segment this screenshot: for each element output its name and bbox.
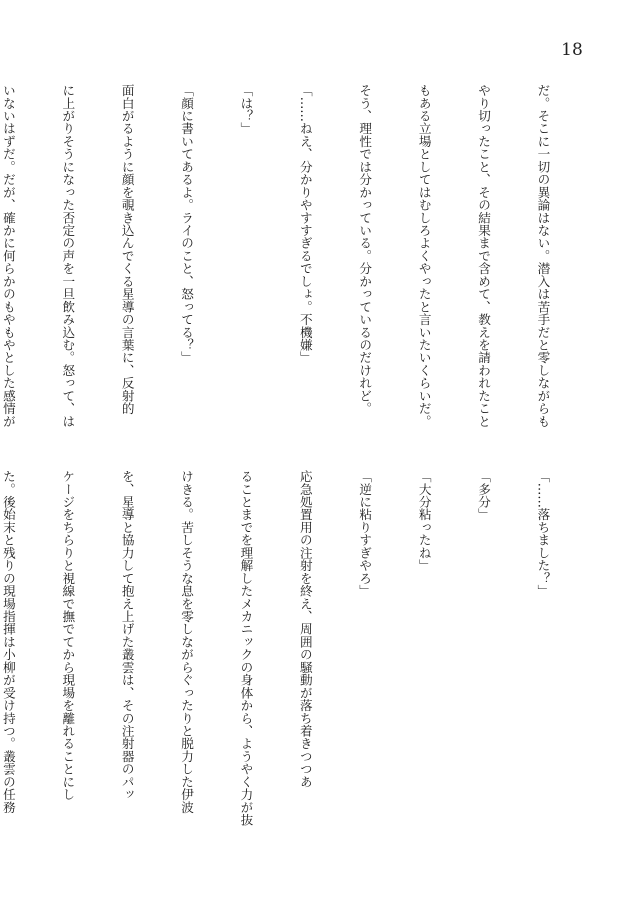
text-line: だ。そこに一切の異論はない。潜入は苦手だと零しながらも	[535, 84, 551, 428]
text-line: を、星導と協力して抱え上げた叢雲は、その注射器のパッ	[119, 470, 135, 801]
text-line: そう、理性では分かっている。分かっているのだけれど。	[357, 84, 373, 415]
text-line: けきる。苦しそうな息を零しながらぐったりと脱力した伊波	[179, 470, 195, 814]
text-line: 応急処置用の注射を終え、周囲の騒動が落ち着きつつあ	[297, 470, 313, 788]
text-line: 「顔に書いてあるよ。ライのこと、怒ってる？」	[179, 84, 195, 364]
text-line: 面白がるように顔を覗き込んでくる星導の言葉に、反射的	[119, 84, 135, 415]
text-line: 「……ねえ、分かりやすすぎるでしょ。不機嫌」	[297, 84, 313, 364]
text-line: ることまでを理解したメカニックの身体から、ようやく力が抜	[238, 470, 254, 827]
text-line: ケージをちらりと視線で撫でてから現場を離れることにし	[60, 470, 76, 801]
text-line: いないはずだ。だが、確かに何らかのもやもやとした感情が	[0, 84, 16, 428]
text-line: もある立場としてはむしろよくやったと言いたいくらいだ。	[416, 84, 432, 428]
page-number: 18	[561, 40, 583, 60]
text-line: 「大分粘ったね」	[416, 470, 432, 572]
text-line: た。後始末と残りの現場指揮は小柳が受け持つ。叢雲の任務	[0, 470, 16, 814]
text-line: 「逆に粘りすぎやろ」	[357, 470, 373, 598]
text-line: 「は？」	[238, 84, 254, 135]
text-line: に上がりそうになった否定の声を一旦飲み込む。怒って、は	[60, 84, 76, 428]
text-line: 「……落ちました？」	[535, 470, 551, 598]
text-line: 「多分」	[476, 470, 492, 521]
text-line: やり切ったこと、その結果まで含めて、教えを請われたこと	[476, 84, 492, 428]
upper-text-block	[0, 84, 592, 428]
lower-text-block	[0, 470, 592, 830]
